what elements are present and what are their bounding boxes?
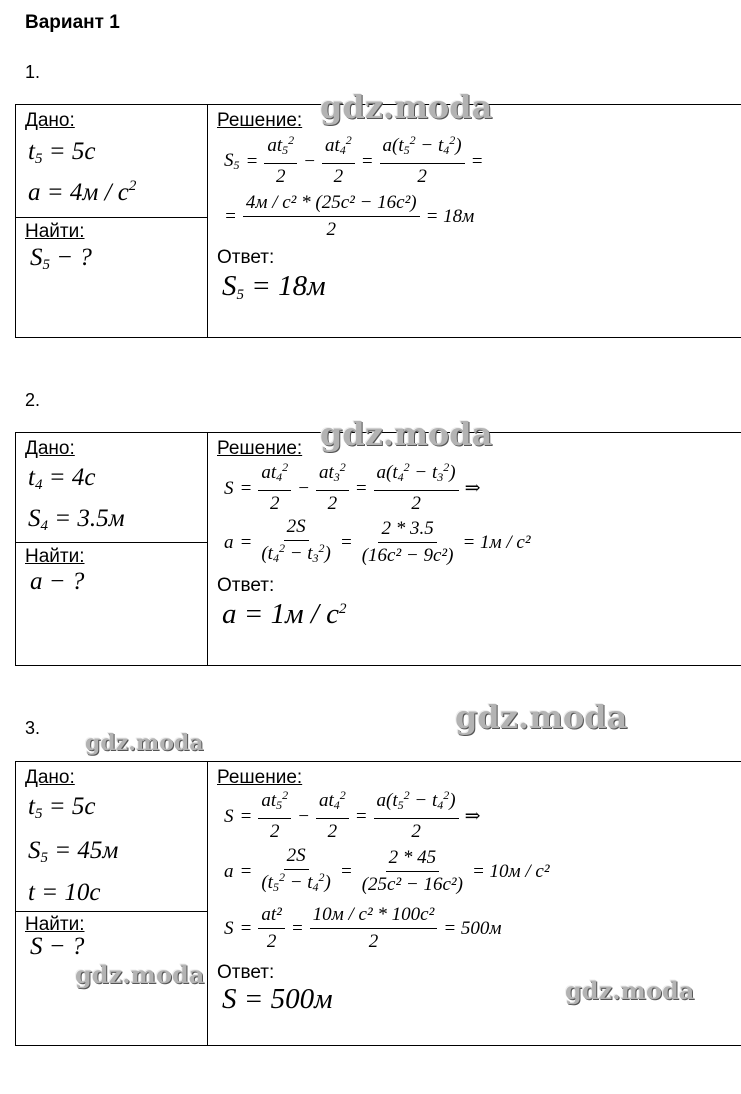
equation-line: a = $\frac{2S}{(t_4^2 - t_3^2)}$ = $\frac{2 * 3.5}{\text{(16c² − 9c²)}}$ = 1м / c² (224, 516, 531, 566)
problem-number: 1. (25, 62, 41, 82)
equation-line: S = $\frac{at_4^2}{2}$ − $\frac{at_3^2}{2}$ = $\frac{a(t_4^2 - t_3^2)}{2}$ ⇒ (224, 460, 481, 514)
problem-number: 3. (25, 718, 41, 738)
problem-2-table (15, 432, 741, 666)
given-find-divider (16, 217, 207, 218)
given-find-divider (16, 542, 207, 543)
equation-line: S = $\frac{at_5^2}{2}$ − $\frac{at_4^2}{2}$ = $\frac{a(t_5^2 - t_4^2)}{2}$ ⇒ (224, 788, 481, 842)
equation-line: S = $\frac{\text{at²}}{2}$ = $\frac{\text{10м / c² * 100c²}}{2}$ = 500м (224, 904, 502, 952)
given-value: $a = 4м / c^2$ (28, 178, 137, 206)
given-find-divider (16, 911, 207, 912)
watermark: gdz.moda (565, 976, 695, 1005)
answer-value: $S_5 = 18м$ (222, 270, 326, 303)
answer-label: Ответ: (217, 247, 275, 268)
find-value: a − ? (30, 568, 85, 595)
equation-line: $S_5$ = $\frac{at_5^2}{2}$ − $\frac{at_4^2}{2}$ = $\frac{a(t_5^2 - t_4^2)}{2}$ = (224, 133, 484, 187)
watermark: gdz.moda (320, 88, 493, 126)
equation-line: = $\frac{\text{4м / c² * (25c² − 16c²)}}{2}$ = 18м (224, 192, 475, 240)
page-title: Вариант 1 (25, 12, 120, 33)
problem-number: 2. (25, 390, 41, 410)
given-value: $t_5 = 5c$ (28, 138, 96, 167)
find-value: S − ? (30, 933, 85, 960)
given-value: $S_5 = 45м$ (28, 837, 119, 866)
problem-1-table (15, 104, 741, 338)
given-value: $t_5 = 5c$ (28, 793, 96, 822)
answer-value: $a = 1м / c^2$ (222, 598, 347, 630)
watermark: gdz.moda (75, 960, 205, 989)
given-value: $S_4 = 3.5м$ (28, 505, 125, 534)
answer-value: S = 500м (222, 983, 333, 1015)
equation-line: a = $\frac{2S}{(t_5^2 - t_4^2)}$ = $\frac{2 * 45}{\text{(25c² − 16c²)}}$ = 10м / c² (224, 845, 550, 895)
given-value: $t_4 = 4c$ (28, 464, 96, 493)
find-label: Найти: (25, 546, 85, 567)
find-label: Найти: (25, 914, 85, 935)
watermark: gdz.moda (455, 698, 628, 736)
watermark: gdz.moda (85, 730, 204, 756)
solution-label: Решение: (217, 110, 303, 131)
solution-label: Решение: (217, 438, 303, 459)
watermark: gdz.moda (320, 415, 493, 453)
answer-label: Ответ: (217, 575, 275, 596)
given-label: Дано: (25, 438, 75, 459)
solution-label: Решение: (217, 767, 303, 788)
given-value: t = 10c (28, 879, 101, 906)
given-label: Дано: (25, 767, 75, 788)
find-label: Найти: (25, 221, 85, 242)
answer-label: Ответ: (217, 962, 275, 983)
given-label: Дано: (25, 110, 75, 131)
find-value: $S_5$ − ? (30, 244, 92, 273)
